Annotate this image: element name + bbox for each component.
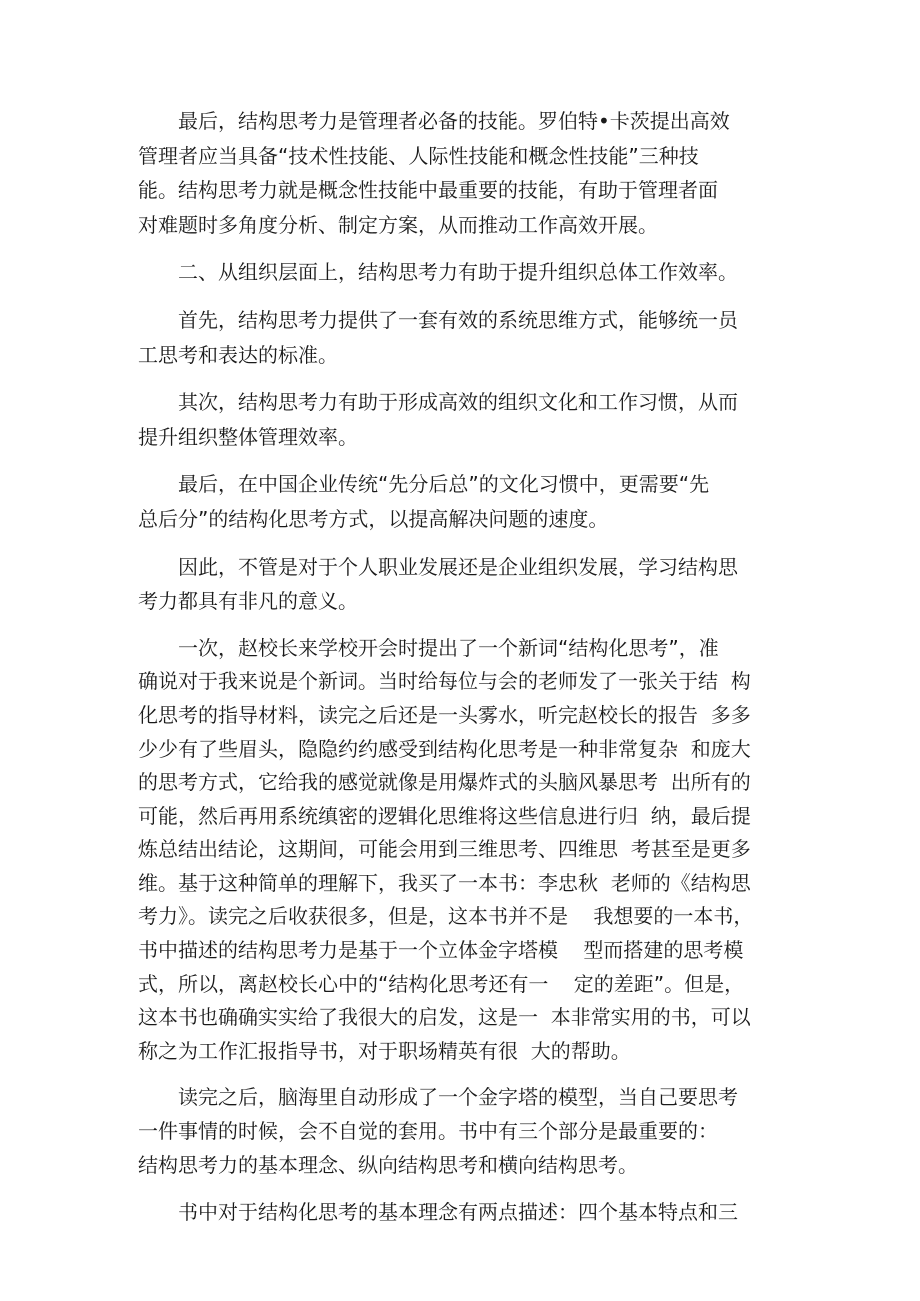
text-line: 式，所以，离赵校长心中的“结构化思考还有一 定的差距”。但是， bbox=[138, 971, 745, 996]
text-line: 能。结构思考力就是概念性技能中最重要的技能，有助于管理者面 bbox=[138, 178, 718, 203]
text-line: 称之为工作汇报指导书，对于职场精英有很 大的帮助。 bbox=[138, 1038, 631, 1063]
paragraph bbox=[138, 550, 788, 619]
text-line: 考力》。读完之后收获很多，但是，这本书并不是 我想要的一本书， bbox=[138, 904, 754, 929]
text-line: 二、从组织层面上，结构思考力有助于提升组织总体工作效率。 bbox=[138, 260, 738, 285]
text-line: 提升组织整体管理效率。 bbox=[138, 424, 358, 449]
text-line: 最后，在中国企业传统“先分后总”的文化习惯中，更需要“先 bbox=[138, 472, 710, 497]
text-line: 的思考方式，它给我的感觉就像是用爆炸式的头脑风暴思考 出所有的 bbox=[138, 770, 751, 795]
paragraph bbox=[138, 467, 788, 536]
text-line: 少少有了些眉头，隐隐约约感受到结构化思考是一种非常复杂 和庞大 bbox=[138, 736, 751, 761]
text-line: 最后，结构思考力是管理者必备的技能。罗伯特•卡茨提出高效 bbox=[138, 109, 730, 133]
text-line: 读完之后，脑海里自动形成了一个金字塔的模型，当自己要思考 bbox=[138, 1085, 738, 1110]
text-line: 考力都具有非凡的意义。 bbox=[138, 589, 358, 614]
text-line: 对难题时多角度分析、制定方案，从而推动工作高效开展。 bbox=[138, 212, 658, 237]
text-line: 化思考的指导材料，读完之后还是一头雾水，听完赵校长的报告 多多 bbox=[138, 702, 751, 727]
text-line: 一次，赵校长来学校开会时提出了一个新词“结构化思考”，准 bbox=[138, 635, 719, 660]
paragraph bbox=[138, 1081, 788, 1182]
paragraph bbox=[138, 385, 788, 454]
text-line: 维。基于这种简单的理解下，我买了一本书：李忠秋 老师的《结构思 bbox=[138, 870, 751, 895]
text-line: 因此，不管是对于个人职业发展还是企业组织发展，学习结构思 bbox=[138, 554, 738, 579]
text-line: 工思考和表达的标准。 bbox=[138, 342, 338, 367]
text-line: 可能，然后再用系统缜密的逻辑化思维将这些信息进行归 纳，最后提 bbox=[138, 803, 751, 828]
text-line: 书中描述的结构思考力是基于一个立体金字塔模 型而搭建的思考模 bbox=[138, 938, 744, 963]
paragraph bbox=[138, 104, 788, 242]
text-line: 这本书也确确实实给了我很大的启发，这是一 本非常实用的书，可以 bbox=[138, 1005, 751, 1030]
text-line: 书中对于结构化思考的基本理念有两点描述：四个基本特点和三 bbox=[138, 1200, 738, 1225]
document-body bbox=[138, 104, 788, 1243]
paragraph-heading bbox=[138, 255, 788, 290]
text-line: 炼总结出结论，这期间，可能会用到三维思考、四维思 考甚至是更多 bbox=[138, 837, 751, 862]
paragraph bbox=[138, 1195, 788, 1230]
paragraph bbox=[138, 632, 788, 1069]
text-line: 确说对于我来说是个新词。当时给每位与会的老师发了一张关于结 构 bbox=[138, 669, 751, 694]
paragraph bbox=[138, 303, 788, 372]
text-line: 一件事情的时候，会不自觉的套用。书中有三个部分是最重要的： bbox=[138, 1119, 718, 1144]
text-line: 管理者应当具备“技术性技能、人际性技能和概念性技能”三种技 bbox=[138, 143, 699, 168]
text-line: 结构思考力的基本理念、纵向结构思考和横向结构思考。 bbox=[138, 1152, 638, 1177]
text-line: 其次，结构思考力有助于形成高效的组织文化和工作习惯，从而 bbox=[138, 390, 738, 415]
text-line: 首先，结构思考力提供了一套有效的系统思维方式，能够统一员 bbox=[138, 307, 738, 332]
text-line: 总后分”的结构化思考方式，以提高解决问题的速度。 bbox=[138, 506, 609, 531]
